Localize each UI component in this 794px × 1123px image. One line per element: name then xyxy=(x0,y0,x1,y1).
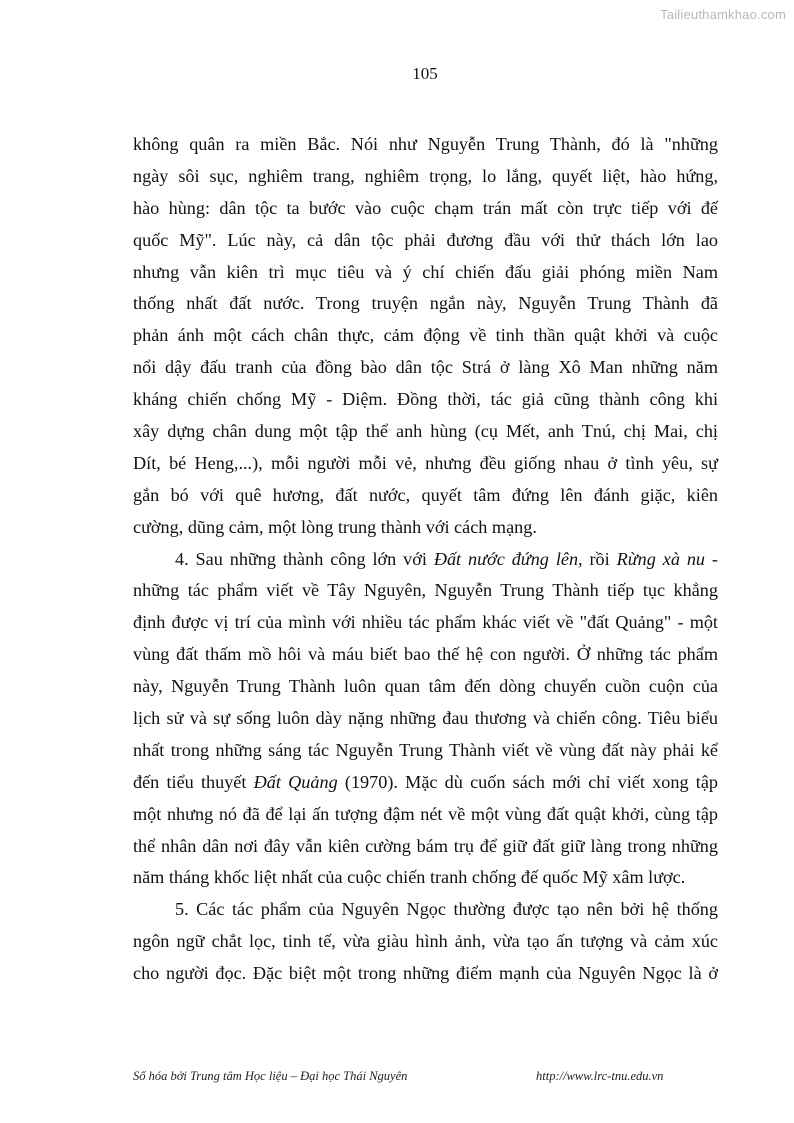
book-title: Rừng xà nu xyxy=(616,548,706,569)
paragraph-2-line xyxy=(133,544,718,576)
footer-url: http://www.lrc-tnu.edu.vn xyxy=(536,1069,664,1083)
paragraph-2-line: định được vị trí của mình với nhiều tác phẩm khác viết về "đất Quảng" - một xyxy=(133,612,718,633)
text-span: đến tiểu thuyết xyxy=(133,771,254,792)
body-text xyxy=(133,129,718,990)
paragraph-1-line: phản ánh một cách chân thực, cảm động về tinh thần quật khởi và cuộc xyxy=(133,325,718,346)
text-span: - xyxy=(705,548,718,569)
paragraph-3-line: ngôn ngữ chắt lọc, tinh tế, vừa giàu hình ảnh, vừa tạo ấn tượng và cảm xúc xyxy=(133,931,718,952)
paragraph-2-line: một nhưng nó đã để lại ấn tượng đậm nét về một vùng đất quật khởi, cùng tập xyxy=(133,803,718,824)
paragraph-1-line: nổi dậy đấu tranh của đồng bào dân tộc Strá ở làng Xô Man những năm xyxy=(133,357,718,378)
paragraph-2-line: này, Nguyễn Trung Thành luôn quan tâm đến dòng chuyển cuồn cuộn của xyxy=(133,676,718,697)
text-span: rồi xyxy=(582,548,617,569)
paragraph-1-line: kháng chiến chống Mỹ - Diệm. Đồng thời, tác giả cũng thành công khi xyxy=(133,389,718,410)
paragraph-1-line: ngày sôi sục, nghiêm trang, nghiêm trọng, lo lắng, quyết liệt, hào hứng, xyxy=(133,165,718,186)
book-title: Đất Quảng xyxy=(253,771,338,792)
paragraph-1-line: Dít, bé Heng,...), mỗi người mỗi vẻ, nhưng đều giống nhau ở tình yêu, sự xyxy=(133,452,718,473)
paragraph-2-line: nhất trong những sáng tác Nguyễn Trung Thành viết về vùng đất này phải kể xyxy=(133,739,718,760)
page-number: 105 xyxy=(412,64,438,83)
watermark: Tailieuthamkhao.com xyxy=(660,7,786,22)
footer-source: Số hóa bởi Trung tâm Học liệu – Đại học Thái Nguyên xyxy=(133,1069,408,1083)
paragraph-1-line: cường, dũng cảm, một lòng trung thành với cách mạng. xyxy=(133,516,537,537)
paragraph-2-line: thể nhân dân nơi đây vẫn kiên cường bám trụ để giữ đất giữ làng trong những xyxy=(133,835,718,856)
paragraph-2-line: năm tháng khốc liệt nhất của cuộc chiến tranh chống đế quốc Mỹ xâm lược. xyxy=(133,867,686,888)
paragraph-1-line: thống nhất đất nước. Trong truyện ngắn này, Nguyễn Trung Thành đã xyxy=(133,293,718,314)
paragraph-2-line: vùng đất thấm mồ hôi và máu biết bao thế hệ con người. Ở những tác phẩm xyxy=(133,644,718,665)
text-span: 4. Sau những thành công lớn với xyxy=(175,548,434,569)
paragraph-3-line: 5. Các tác phẩm của Nguyên Ngọc thường được tạo nên bởi hệ thống xyxy=(175,899,718,920)
paragraph-2-line: lịch sử và sự sống luôn dày nặng những đau thương và chiến công. Tiêu biểu xyxy=(133,708,718,729)
paragraph-1-line: nhưng vẫn kiên trì mục tiêu và ý chí chiến đấu giải phóng miền Nam xyxy=(133,261,718,282)
paragraph-1-line: hào hùng: dân tộc ta bước vào cuộc chạm trán mất còn trực tiếp với đế xyxy=(133,197,718,218)
paragraph-1-line: xây dựng chân dung một tập thể anh hùng (cụ Mết, anh Tnú, chị Mai, chị xyxy=(133,421,718,442)
text-span: (1970). Mặc dù cuốn sách mới chỉ viết xong tập xyxy=(337,771,718,792)
paragraph-1-line: gắn bó với quê hương, đất nước, quyết tâm đứng lên đánh giặc, kiên xyxy=(133,484,718,505)
paragraph-1-line: không quân ra miền Bắc. Nói như Nguyễn Trung Thành, đó là "những xyxy=(133,134,718,154)
paragraph-3-line: cho người đọc. Đặc biệt một trong những điểm mạnh của Nguyên Ngọc là ở xyxy=(133,963,718,984)
paragraph-2-line: những tác phẩm viết về Tây Nguyên, Nguyễn Trung Thành tiếp tục khẳng xyxy=(133,580,718,601)
paragraph-2-line xyxy=(133,767,718,799)
book-title: Đất nước đứng lên, xyxy=(433,548,583,569)
paragraph-1-line: quốc Mỹ". Lúc này, cả dân tộc phải đương đầu với thử thách lớn lao xyxy=(133,229,718,250)
